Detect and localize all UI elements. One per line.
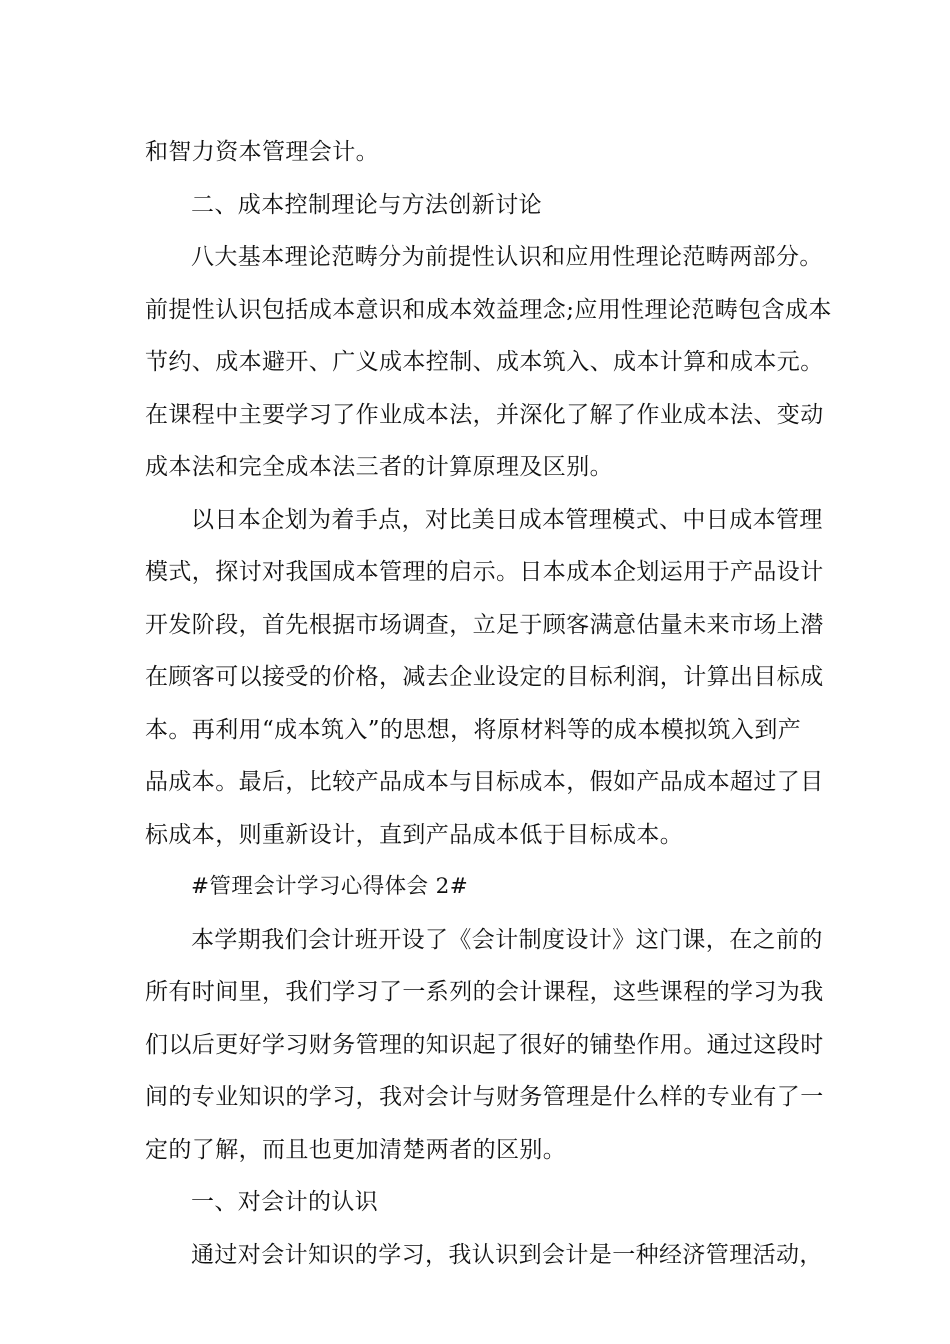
text-line: 开发阶段，首先根据市场调查，立足于顾客满意估量未来市场上潜: [145, 611, 824, 638]
text-line: 模式，探讨对我国成本管理的启示。日本成本企划运用于产品设计: [145, 559, 824, 585]
text-line: 以日本企划为着手点，对比美日成本管理模式、中日成本管理: [191, 506, 823, 533]
text-line: 节约、成本避开、广义成本控制、成本筑入、成本计算和成本元。: [145, 349, 824, 375]
document-body: [145, 126, 832, 1281]
text-line: 本。再利用“成本筑入”的思想，将原材料等的成本模拟筑入到产: [145, 716, 802, 743]
text-line: 间的专业知识的学习，我对会计与财务管理是什么样的专业有了一: [145, 1084, 824, 1110]
text-line: 八大基本理论范畴分为前提性认识和应用性理论范畴两部分。: [191, 244, 823, 270]
text-line: 标成本，则重新设计，直到产品成本低于目标成本。: [145, 821, 684, 848]
text-line: 所有时间里，我们学习了一系列的会计课程，这些课程的学习为我: [145, 979, 824, 1005]
text-line: 本学期我们会计班开设了《会计制度设计》这门课，在之前的: [191, 926, 823, 953]
text-line: 前提性认识包括成本意识和成本效益理念;应用性理论范畴包含成本: [145, 296, 832, 323]
text-line: 定的了解，而且也更加清楚两者的区别。: [145, 1136, 567, 1163]
text-line: 成本法和完全成本法三者的计算原理及区别。: [145, 454, 613, 480]
article-heading: #管理会计学习心得体会 2#: [191, 874, 469, 899]
text-line: 和智力资本管理会计。: [145, 139, 379, 165]
text-line: 品成本。最后，比较产品成本与目标成本，假如产品成本超过了目: [145, 769, 824, 795]
text-line: 在顾客可以接受的价格，减去企业设定的目标利润，计算出目标成: [145, 664, 824, 690]
text-line: 通过对会计知识的学习，我认识到会计是一种经济管理活动，: [191, 1241, 823, 1268]
text-line: 们以后更好学习财务管理的知识起了很好的铺垫作用。通过这段时: [145, 1031, 824, 1058]
text-line: 在课程中主要学习了作业成本法，并深化了解了作业成本法、变动: [145, 401, 824, 428]
section-heading: 二、成本控制理论与方法创新讨论: [191, 191, 542, 218]
section-heading: 一、对会计的认识: [191, 1189, 379, 1215]
